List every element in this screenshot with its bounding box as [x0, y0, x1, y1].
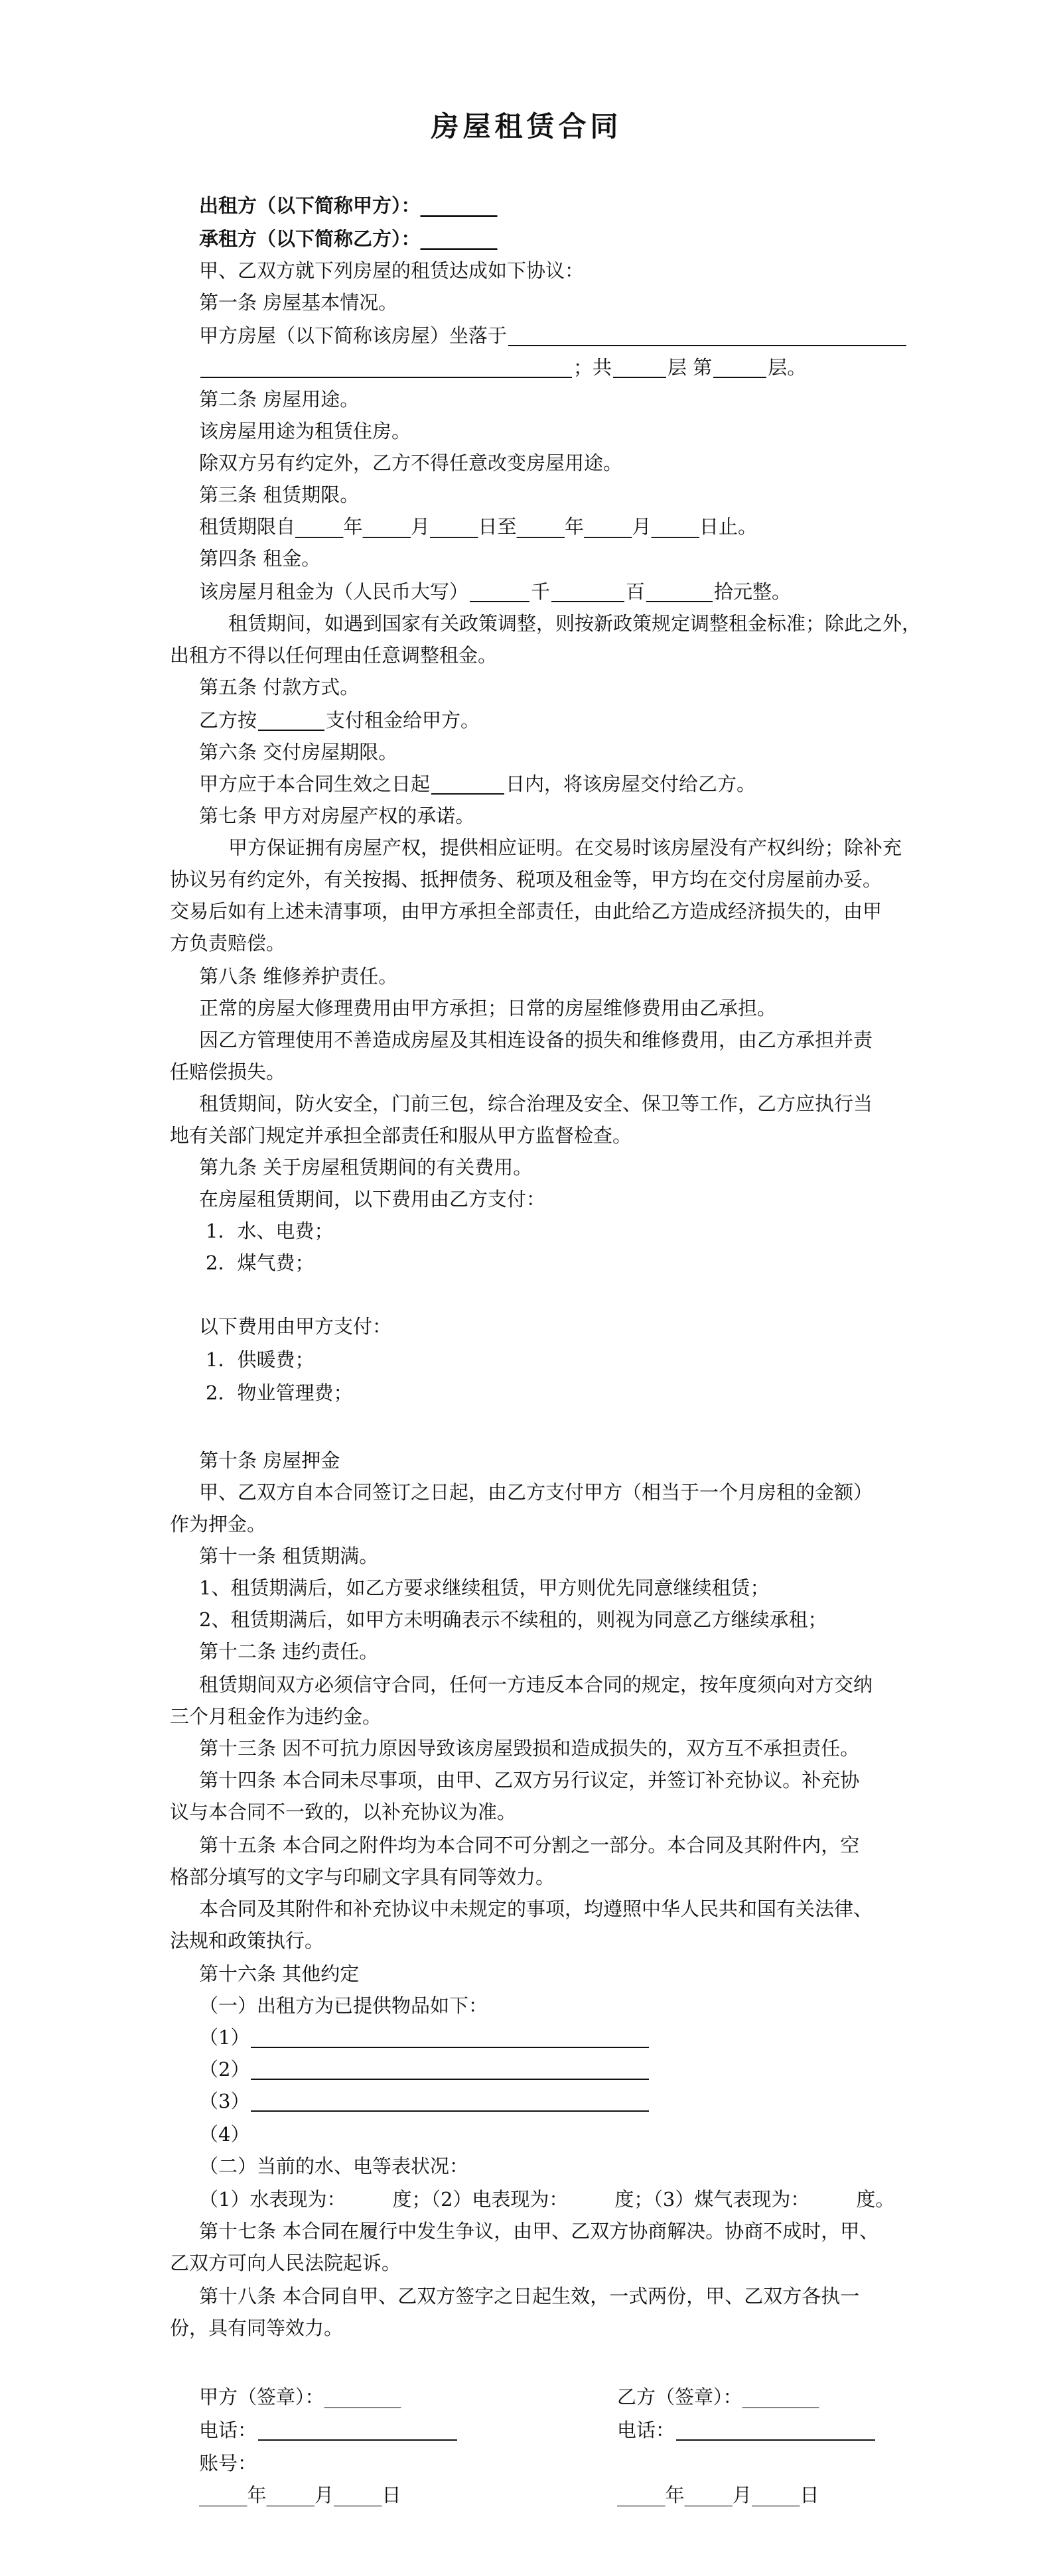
art16-item3 [199, 2088, 650, 2114]
art18-l2: 份，具有同等效力。 [170, 2317, 344, 2339]
art2-heading: 第二条 房屋用途。 [199, 388, 360, 411]
art11-item1: 1、租赁期满后，如乙方要求继续租赁，甲方则优先同意继续租赁； [199, 1577, 770, 1599]
art14-l2: 议与本合同不一致的，以补充协议为准。 [170, 1801, 517, 1823]
art9-p2: 以下费用由甲方支付： [199, 1315, 392, 1338]
payment-method-blank [258, 710, 324, 731]
art17-l2: 乙双方可向人民法院起诉。 [170, 2252, 401, 2274]
party-a-sign: 甲方（签章）：________ [199, 2386, 401, 2408]
rent-thousand-blank [470, 581, 529, 602]
document-title: 房屋租赁合同 [431, 110, 622, 143]
art5-p1 [199, 707, 480, 734]
art16-heading: 第十六条 其他约定 [199, 1963, 360, 1985]
gas-meter-label: 度；（3）煤气表现为： [614, 2188, 810, 2211]
art11-heading: 第十一条 租赁期满。 [199, 1545, 379, 1567]
party-a-phone-label: 电话： [199, 2419, 257, 2441]
intro: 甲、乙双方就下列房屋的租赁达成如下协议： [199, 259, 585, 282]
art7-l3: 交易后如有上述未清事项，由甲方承担全部责任，由此给乙方造成经济损失的，由甲 [170, 900, 882, 923]
floor-total-blank [613, 357, 666, 378]
art15-l3: 本合同及其附件和补充协议中未规定的事项，均遵照中华人民共和国有关法律、 [199, 1898, 873, 1920]
rent-ten-label: 拾元整。 [714, 580, 792, 603]
art8-p3-l1: 租赁期间，防火安全，门前三包，综合治理及安全、保卫等工作，乙方应执行当 [199, 1092, 873, 1115]
art15-l1: 第十五条 本合同之附件均为本合同不可分割之一部分。本合同及其附件内，空 [199, 1834, 860, 1856]
delivery-label: 甲方应于本合同生效之日起 [199, 773, 431, 795]
item3-blank [251, 2091, 649, 2112]
location-blank [508, 325, 906, 346]
art10-l2: 作为押金。 [170, 1513, 267, 1535]
art16-meters [199, 2186, 894, 2213]
rent-thousand-label: 千 [531, 580, 551, 603]
lessor-label: 出租方（以下简称甲方）： [199, 194, 421, 217]
art12-l1: 租赁期间双方必须信守合同，任何一方违反本合同的规定，按年度须向对方交纳 [199, 1673, 873, 1696]
art14-l1: 第十四条 本合同未尽事项，由甲、乙双方另行议定，并签订补充协议。补充协 [199, 1769, 860, 1791]
rent-hundred-blank [551, 581, 624, 602]
art12-l2: 三个月租金作为违约金。 [170, 1705, 382, 1728]
art8-p2-l1: 因乙方管理使用不善造成房屋及其相连设备的损失和维修费用，由乙方承担并责 [199, 1029, 873, 1051]
item3-label: （3） [199, 2090, 250, 2112]
art12-heading: 第十二条 违约责任。 [199, 1640, 379, 1663]
art16-sub1: （一）出租方为已提供物品如下： [199, 1994, 488, 2017]
art3-p1: 租赁期限自_____年_____月_____日至_____年_____月_____日止。 [199, 515, 758, 538]
art8-p1: 正常的房屋大修理费用由甲方承担；日常的房屋维修费用由乙承担。 [199, 997, 777, 1019]
art1-location-label: 甲方房屋（以下简称该房屋）坐落于 [199, 324, 508, 347]
art7-text1: 甲方保证拥有房屋产权，提供相应证明。在交易时该房屋没有产权纠纷；除补充 [228, 836, 902, 859]
art9-item2: 2．煤气费； [206, 1252, 315, 1274]
art7-l1 [199, 834, 902, 861]
art15-l2: 格部分填写的文字与印刷文字具有同等效力。 [170, 1866, 555, 1888]
gas-meter-suffix: 度。 [856, 2188, 895, 2211]
art9-jitem2: 2．物业管理费； [206, 1382, 353, 1404]
payment-label: 乙方按 [199, 709, 257, 732]
art17-l1: 第十七条 本合同在履行中发生争议，由甲、乙双方协商解决。协商不成时，甲、 [199, 2220, 879, 2242]
party-b-phone-label: 电话： [617, 2419, 675, 2441]
art4-p2-l2: 出租方不得以任何理由任意调整租金。 [170, 644, 498, 667]
lessor-line [199, 192, 498, 219]
art8-p2-l2: 任赔偿损失。 [170, 1061, 286, 1083]
delivery-suffix: 日内，将该房屋交付给乙方。 [506, 773, 756, 795]
art5-heading: 第五条 付款方式。 [199, 676, 360, 698]
art2-p1: 该房屋用途为租赁住房。 [199, 420, 411, 442]
item2-blank [251, 2059, 649, 2080]
location-blank-cont [200, 357, 572, 378]
electric-meter-label: 度；（2）电表现为： [392, 2188, 569, 2211]
delivery-days-blank [431, 773, 504, 795]
rent-label: 该房屋月租金为（人民币大写） [199, 580, 469, 603]
party-b-sign: 乙方（签章）：________ [617, 2386, 819, 2408]
floor-label: 层 第 [667, 356, 713, 379]
water-meter-label: （1）水表现为： [199, 2188, 346, 2211]
rent-hundred-label: 百 [626, 580, 646, 603]
art9-jitem1: 1．供暖费； [206, 1348, 315, 1371]
party-b-phone [617, 2417, 877, 2443]
party-a-phone [199, 2417, 458, 2443]
art6-heading: 第六条 交付房屋期限。 [199, 741, 398, 763]
payment-suffix: 支付租金给甲方。 [326, 709, 480, 732]
art1-floor-line [199, 354, 806, 381]
floor-blank [713, 357, 766, 378]
art16-item4: （4） [199, 2123, 250, 2146]
art10-l1: 甲、乙双方自本合同签订之日起，由乙方支付甲方（相当于一个月房租的金额） [199, 1481, 873, 1504]
art1-location-line [199, 322, 908, 349]
art7-heading: 第七条 甲方对房屋产权的承诺。 [199, 805, 475, 827]
art16-sub2: （二）当前的水、电等表状况： [199, 2155, 469, 2177]
party-b-phone-blank [676, 2419, 875, 2441]
art9-heading: 第九条 关于房屋租赁期间的有关费用。 [199, 1156, 533, 1179]
art6-p1 [199, 771, 756, 797]
art10-heading: 第十条 房屋押金 [199, 1449, 340, 1472]
art3-heading: 第三条 租赁期限。 [199, 483, 360, 506]
party-a-date: _____年_____月_____日 [199, 2484, 401, 2506]
art9-item1: 1．水、电费； [206, 1220, 334, 1242]
art11-item2: 2、租赁期满后，如甲方未明确表示不续租的，则视为同意乙方继续承租； [199, 1608, 827, 1631]
art8-heading: 第八条 维修养护责任。 [199, 965, 398, 988]
item2-label: （2） [199, 2058, 250, 2081]
art13: 第十三条 因不可抗力原因导致该房屋毁损和造成损失的，双方互不承担责任。 [199, 1737, 860, 1760]
art4-p2-text1: 租赁期间，如遇到国家有关政策调整，则按新政策规定调整租金标准；除此之外， [228, 612, 922, 635]
lessee-blank: ________ [420, 227, 498, 250]
party-a-account: 账号： [199, 2452, 257, 2475]
art16-item1 [199, 2024, 650, 2051]
art16-item2 [199, 2056, 650, 2083]
art9-p1: 在房屋租赁期间，以下费用由乙方支付： [199, 1188, 546, 1210]
floor-total-label: ；共 [573, 356, 612, 379]
art15-l4: 法规和政策执行。 [170, 1929, 324, 1952]
floor-suffix: 层。 [768, 356, 807, 379]
lessee-line [199, 225, 498, 252]
item1-label: （1） [199, 2026, 250, 2049]
art4-heading: 第四条 租金。 [199, 547, 321, 570]
rent-ten-blank [646, 581, 713, 602]
art7-l2: 协议另有约定外，有关按揭、抵押债务、税项及租金等，甲方均在交付房屋前办妥。 [170, 868, 882, 891]
item1-blank [251, 2027, 649, 2048]
art4-p2-l1 [199, 610, 921, 637]
art8-p3-l2: 地有关部门规定并承担全部责任和服从甲方监督检查。 [170, 1124, 632, 1147]
art18-l1: 第十八条 本合同自甲、乙双方签字之日起生效，一式两份，甲、乙双方各执一 [199, 2285, 860, 2307]
party-a-phone-blank [258, 2419, 457, 2441]
art1-heading: 第一条 房屋基本情况。 [199, 291, 398, 314]
lessee-label: 承租方（以下简称乙方）： [199, 227, 421, 250]
art4-rent-line [199, 578, 791, 605]
lessor-blank: ________ [420, 194, 498, 217]
party-b-date: _____年_____月_____日 [617, 2484, 819, 2506]
art2-p2: 除双方另有约定外，乙方不得任意改变房屋用途。 [199, 452, 623, 474]
art7-l4: 方负责赔偿。 [170, 932, 286, 954]
